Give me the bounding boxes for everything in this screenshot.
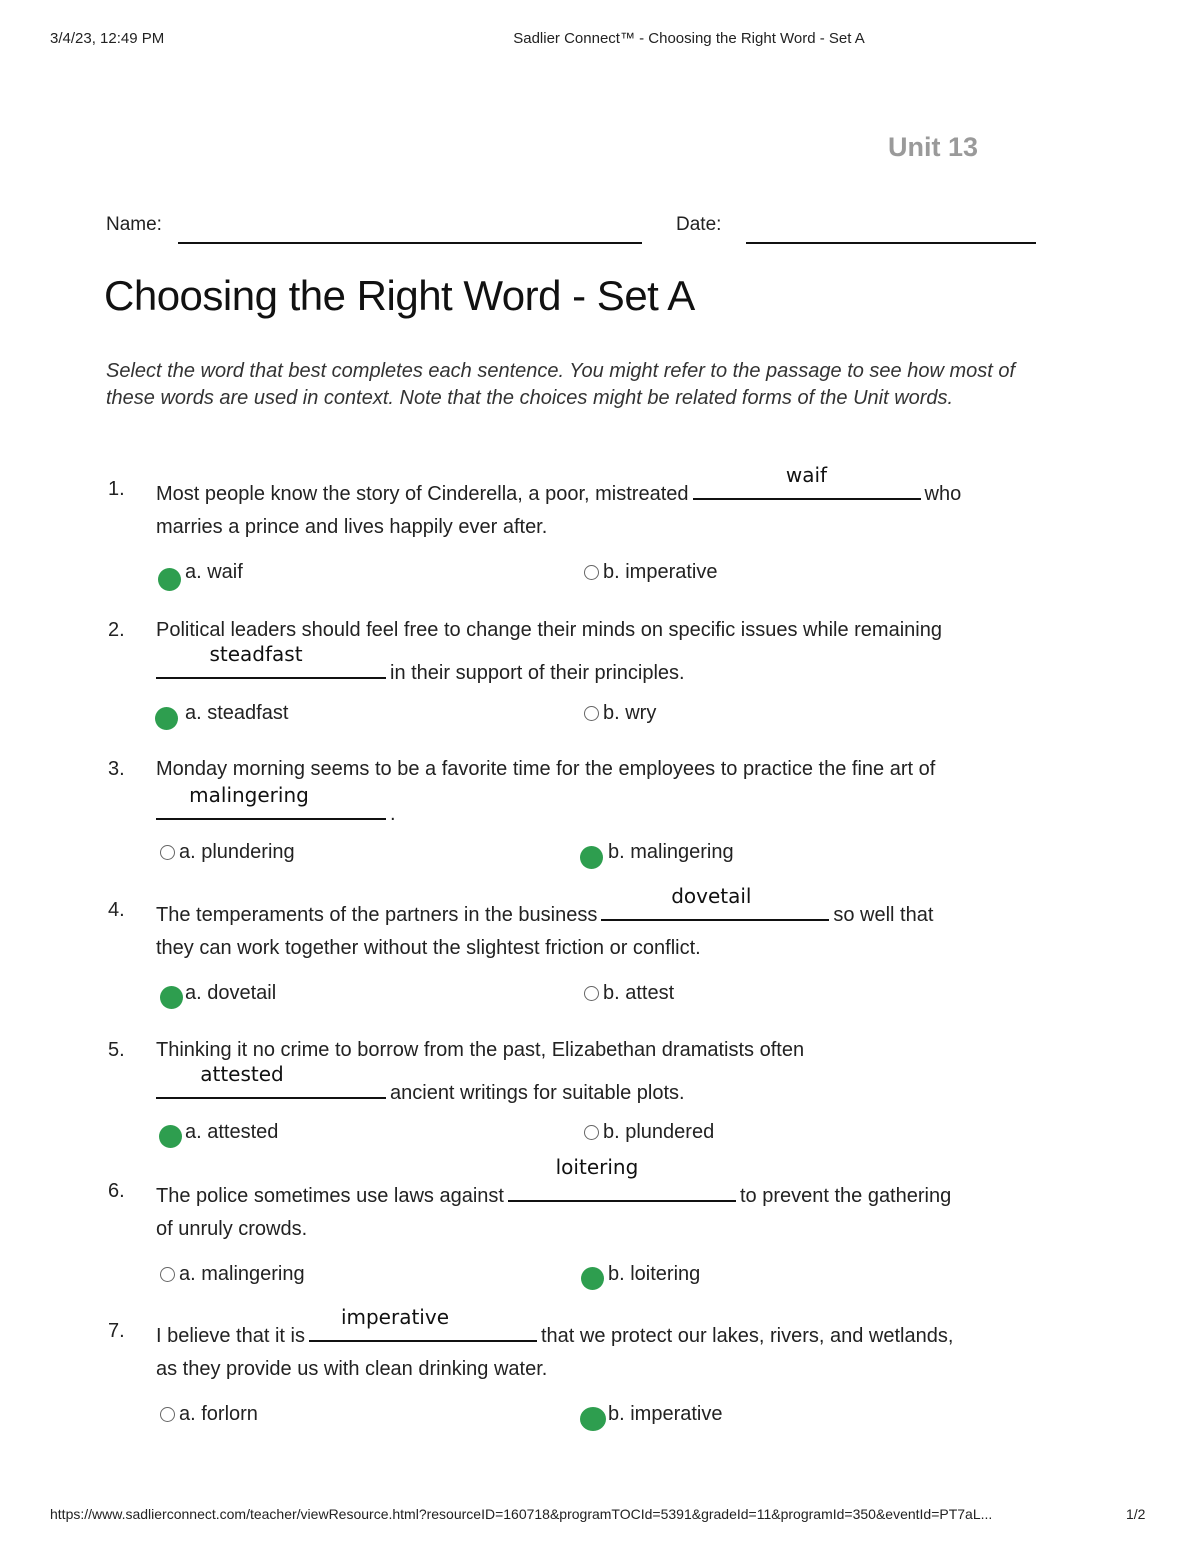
page-number: 1/2 — [1126, 1506, 1146, 1522]
print-page-title: Sadlier Connect™ - Choosing the Right Word - Set A — [513, 30, 865, 47]
option-b[interactable]: b. malingering — [608, 841, 734, 863]
question-text: I believe that it is imperative that we protect our lakes, rivers, and wetlands, — [156, 1305, 954, 1347]
radio-icon[interactable] — [584, 1125, 599, 1140]
question-text-line2: as they provide us with clean drinking water. — [156, 1358, 548, 1380]
answer-blank[interactable]: steadfast — [156, 649, 386, 679]
question-number: 2. — [108, 619, 125, 641]
question-text: Political leaders should feel free to change their minds on specific issues while remaining — [156, 619, 942, 641]
name-field[interactable] — [178, 242, 642, 244]
page-title: Choosing the Right Word - Set A — [104, 272, 695, 319]
option-b[interactable]: b. attest — [584, 982, 674, 1005]
answer-blank[interactable]: loitering — [508, 1172, 736, 1202]
option-a[interactable]: a. steadfast — [185, 702, 289, 724]
question-text-line2: they can work together without the slightest friction or conflict. — [156, 937, 701, 959]
option-a[interactable]: a. waif — [185, 561, 243, 583]
date-label: Date: — [676, 214, 722, 235]
radio-icon[interactable] — [584, 706, 599, 721]
print-url: https://www.sadlierconnect.com/teacher/viewResource.html?resourceID=160718&programTOCId=5391&gradeId=11&programId=350&eventId=PT7aL... — [50, 1506, 993, 1522]
radio-icon[interactable] — [584, 986, 599, 1001]
question-text-line2: marries a prince and lives happily ever after. — [156, 516, 548, 538]
question-text: Monday morning seems to be a favorite time for the employees to practice the fine art of — [156, 758, 936, 780]
name-label: Name: — [106, 214, 162, 235]
selected-mark — [160, 986, 183, 1009]
date-field[interactable] — [746, 242, 1036, 244]
selected-mark — [158, 568, 181, 591]
question-text: Most people know the story of Cinderella, a poor, mistreated waif who — [156, 463, 962, 505]
instructions: Select the word that best completes each sentence. You might refer to the passage to see how most of these words are used in context. Note that the choices might be related forms of the Unit words. — [106, 360, 1016, 409]
question-text-line2: malingering . — [152, 790, 396, 833]
radio-icon[interactable] — [160, 845, 175, 860]
radio-icon[interactable] — [160, 1407, 175, 1422]
option-a[interactable]: a. forlorn — [160, 1403, 258, 1426]
print-timestamp: 3/4/23, 12:49 PM — [50, 30, 165, 47]
question-number: 7. — [108, 1320, 125, 1342]
option-a[interactable]: a. plundering — [160, 841, 295, 864]
option-a[interactable]: a. dovetail — [185, 982, 277, 1004]
answer-blank[interactable]: waif — [693, 470, 921, 500]
question-text: The police sometimes use laws against loitering to prevent the gathering — [156, 1155, 952, 1207]
question-number: 1. — [108, 478, 125, 500]
selected-mark — [581, 1267, 604, 1290]
answer-blank[interactable]: imperative — [309, 1312, 537, 1342]
question-text-line2: steadfast in their support of their principles. — [152, 649, 685, 692]
question-text-line2: of unruly crowds. — [156, 1218, 308, 1240]
option-b[interactable]: b. wry — [584, 702, 656, 725]
selected-mark — [159, 1125, 182, 1148]
question-number: 4. — [108, 899, 125, 921]
question-text-line2: attested ancient writings for suitable plots. — [152, 1069, 685, 1112]
question-text: Thinking it no crime to borrow from the past, Elizabethan dramatists often — [156, 1039, 805, 1061]
selected-mark — [155, 707, 178, 730]
selected-mark — [580, 846, 603, 869]
radio-icon[interactable] — [160, 1267, 175, 1282]
question-number: 5. — [108, 1039, 125, 1061]
option-b[interactable]: b. imperative — [608, 1403, 723, 1425]
answer-blank[interactable]: dovetail — [601, 891, 829, 921]
option-b[interactable]: b. plundered — [584, 1121, 714, 1144]
option-a[interactable]: a. malingering — [160, 1263, 305, 1286]
radio-icon[interactable] — [584, 565, 599, 580]
question-number: 6. — [108, 1180, 125, 1202]
answer-blank[interactable]: malingering — [156, 790, 386, 820]
unit-label: Unit 13 — [888, 132, 979, 162]
answer-blank[interactable]: attested — [156, 1069, 386, 1099]
option-a[interactable]: a. attested — [185, 1121, 279, 1143]
question-text: The temperaments of the partners in the business dovetail so well that — [156, 884, 934, 926]
option-b[interactable]: b. loitering — [608, 1263, 701, 1285]
option-b[interactable]: b. imperative — [584, 561, 718, 584]
selected-mark — [580, 1407, 606, 1431]
question-number: 3. — [108, 758, 125, 780]
